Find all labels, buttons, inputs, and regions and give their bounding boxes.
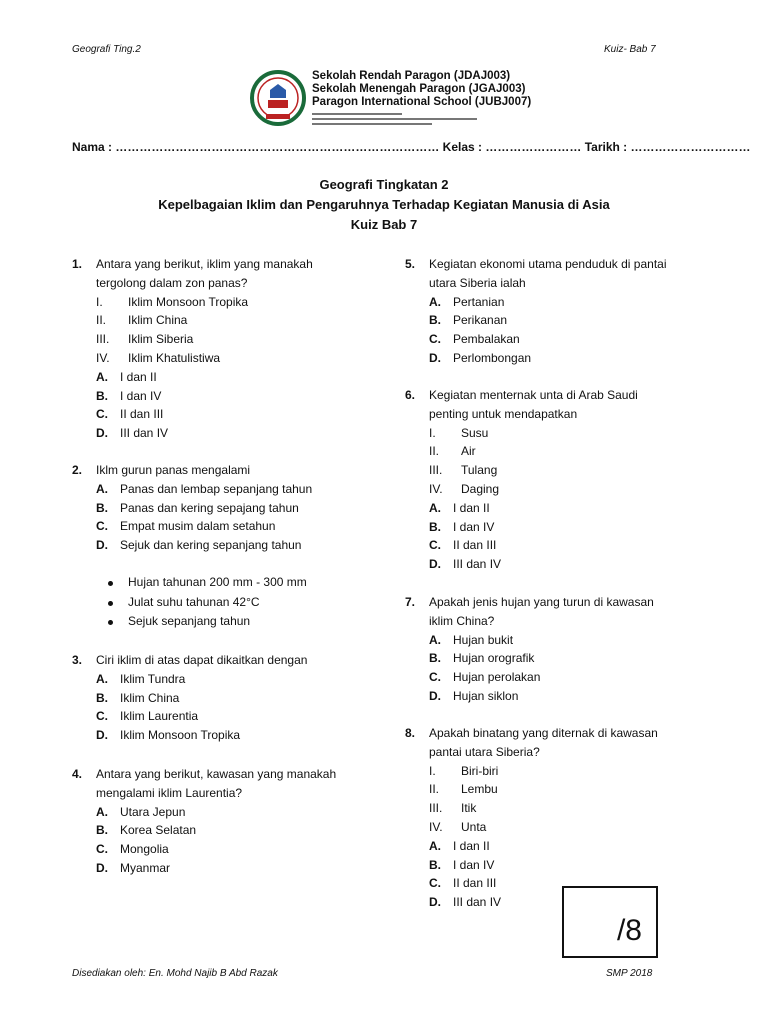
school-letterhead [250,70,530,132]
score-total: /8 [616,914,642,947]
footer-school-year: SMP 2018 [606,968,653,979]
topic-title: Kepelbagaian Iklim dan Pengaruhnya Terhadap Kegiatan Manusia di Asia [158,197,610,212]
school-name-primary: Sekolah Rendah Paragon (JDAJ003) [312,70,511,82]
school-crest-icon [250,70,306,126]
score-box [562,886,658,958]
school-address [312,112,552,132]
school-name-secondary: Sekolah Menengah Paragon (JGAJ003) [312,83,526,95]
quiz-title: Kuiz Bab 7 [350,217,418,232]
address-lines-graphic [312,112,482,130]
student-info-line: Nama : ……………………………………………………………………… Kelas : …………………… Tarikh : ………………………… [72,140,751,154]
quiz-titles [0,175,768,235]
subject-title: Geografi Tingkatan 2 [319,177,449,192]
school-name-international: Paragon International School (JUBJ007) [312,96,532,108]
header-quiz: Kuiz- Bab 7 [604,44,656,55]
footer-author: Disediakan oleh: En. Mohd Najib B Abd Razak [72,968,278,979]
header-subject: Geografi Ting.2 [72,44,141,55]
